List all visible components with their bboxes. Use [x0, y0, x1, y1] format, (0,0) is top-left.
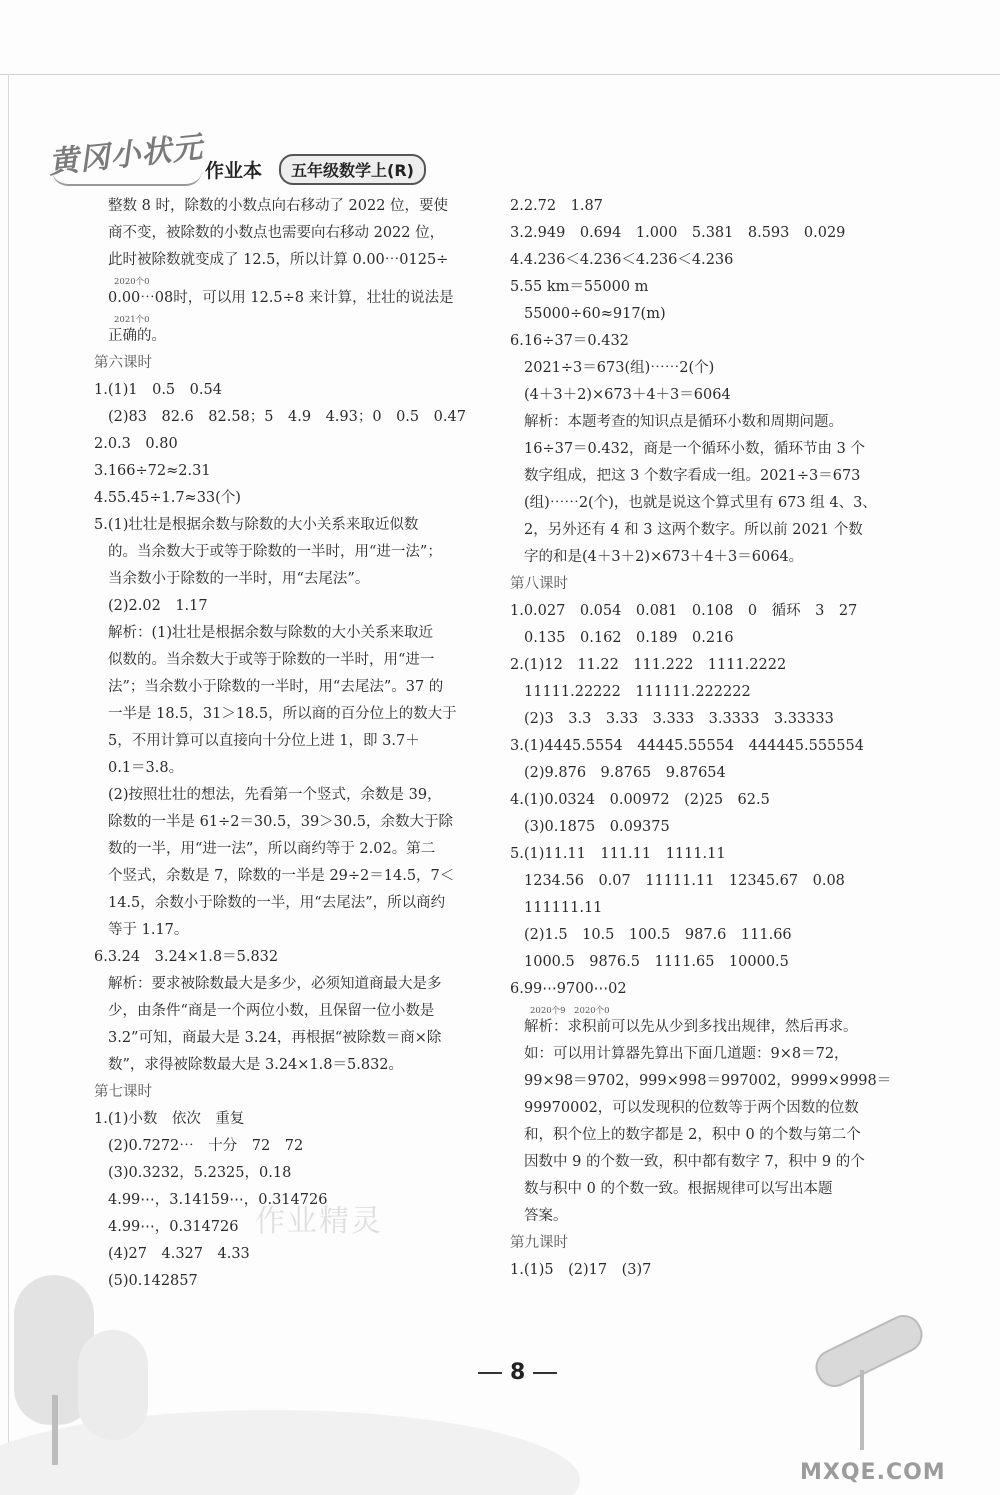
answer-line: 1.(1)1 0.5 0.54 — [94, 382, 222, 398]
answer-line: 2.(1)12 11.22 111.222 1111.2222 — [510, 657, 787, 673]
brand-swoosh-icon — [52, 170, 202, 186]
tree-icon — [78, 1330, 148, 1440]
answer-line: 和，积个位上的数字都是 2，积中 0 的个数与第二个 — [524, 1127, 861, 1143]
answer-line: 的。当余数大于或等于除数的一半时，用“进一法”； — [108, 544, 442, 560]
subscript-note: 2020个9 2020个0 — [530, 1006, 610, 1016]
answer-line: (3)0.3232，5.2325，0.18 — [108, 1165, 292, 1181]
answer-line: 5.(1)壮壮是根据余数与除数的大小关系来取近似数 — [94, 517, 419, 533]
grade-tag: 五年级数学上(R) — [279, 154, 426, 185]
top-rule — [0, 74, 1000, 75]
subscript-note: 2021个0 — [114, 315, 150, 325]
answer-line: 4.99⋯，0.314726 — [108, 1219, 239, 1235]
answer-line: 1000.5 9876.5 1111.65 10000.5 — [524, 954, 789, 970]
side-rule — [8, 74, 9, 1455]
page-number-value: 8 — [510, 1360, 526, 1385]
site-logo: MXQE.COM — [800, 1460, 946, 1485]
tree-trunk-icon — [52, 1395, 58, 1465]
answer-line: 整数 8 时，除数的小数点向右移动了 2022 位，要使 — [108, 198, 449, 214]
answer-line: 少，由条件“商是一个两位小数，且保留一位小数是 — [108, 1003, 435, 1019]
section-heading: 第九课时 — [510, 1235, 568, 1251]
answer-line: 5，不用计算可以直接向十分位上进 1，即 3.7＋ — [108, 733, 420, 749]
right-answer-column — [510, 196, 902, 1287]
watermark-text: 作业精灵 — [255, 1204, 383, 1239]
answer-line: 2021÷3＝673(组)⋯⋯2(个) — [524, 360, 715, 376]
answer-line: 商不变，被除数的小数点也需要向右移动 2022 位， — [108, 225, 445, 241]
answer-line: 11111.22222 111111.222222 — [524, 684, 751, 700]
answer-line: 99970002，可以发现积的位数等于两个因数的位数 — [524, 1100, 859, 1116]
answer-line: 6.99⋯9700⋯02 — [510, 981, 627, 997]
header-title: 作业本 — [205, 160, 263, 182]
answer-line: 111111.11 — [524, 900, 603, 916]
answer-line: 0.00⋯08时，可以用 12.5÷8 来计算，壮壮的说法是 — [108, 290, 454, 306]
section-heading: 第八课时 — [510, 576, 568, 592]
answer-line: 3.(1)4445.5554 44445.55554 444445.555554 — [510, 738, 864, 754]
answer-line: 解析：要求被除数最大是多少，必须知道商最大是多 — [108, 976, 442, 992]
answer-line: 当余数小于除数的一半时，用“去尾法”。 — [108, 571, 370, 587]
answer-line: 此时被除数就变成了 12.5，所以计算 0.00⋯0125÷ — [108, 252, 449, 268]
answer-line: 一半是 18.5，31＞18.5，所以商的百分位上的数大于 — [108, 706, 457, 722]
telescope-stand-icon — [860, 1370, 864, 1450]
answer-line: 法”；当余数小于除数的一半时，用“去尾法”。37 的 — [108, 679, 444, 695]
dash-left — [478, 1372, 502, 1374]
answer-line: (4＋3＋2)×673＋4＋3＝6064 — [524, 387, 731, 403]
answer-line: (2)0.7272⋯ 十分 72 72 — [108, 1138, 304, 1154]
answer-line: 2.2.72 1.87 — [510, 198, 603, 214]
answer-line: (2)83 82.6 82.58；5 4.9 4.93；0 0.5 0.47 — [108, 409, 466, 425]
answer-line: 6.16÷37＝0.432 — [510, 333, 629, 349]
left-answer-column — [94, 196, 498, 1298]
answer-line: 解析：(1)壮壮是根据余数与除数的大小关系来取近 — [108, 625, 434, 641]
answer-line: (2)1.5 10.5 100.5 987.6 111.66 — [524, 927, 792, 943]
answer-line: 55000÷60≈917(m) — [524, 306, 666, 322]
answer-line: (2)按照壮壮的想法，先看第一个竖式，余数是 39， — [108, 787, 442, 803]
answer-line: 答案。 — [524, 1208, 568, 1224]
answer-line: 16÷37＝0.432，商是一个循环小数，循环节由 3 个 — [524, 441, 866, 457]
answer-line: 0.135 0.162 0.189 0.216 — [524, 630, 734, 646]
answer-line: 字的和是(4＋3＋2)×673＋4＋3＝6064。 — [524, 549, 804, 565]
answer-line: 数与积中 0 的个数一致。根据规律可以写出本题 — [524, 1181, 833, 1197]
answer-line: 2.0.3 0.80 — [94, 436, 178, 452]
answer-line: 似数的。当余数大于或等于除数的一半时，用“进一 — [108, 652, 435, 668]
answer-line: 正确的。 — [108, 328, 166, 344]
answer-line: 数的一半，用“进一法”，所以商约等于 2.02。第二 — [108, 841, 436, 857]
subscript-note: 2020个0 — [114, 277, 150, 287]
answer-line: 2，另外还有 4 和 3 这两个数字。所以前 2021 个数 — [524, 522, 863, 538]
answer-line: 4.4.236＜4.236＜4.236＜4.236 — [510, 252, 734, 268]
answer-line: 0.1＝3.8。 — [108, 760, 184, 776]
page-number — [470, 1360, 565, 1385]
answer-line: 解析：本题考查的知识点是循环小数和周期问题。 — [524, 414, 843, 430]
answer-line: 1.(1)小数 依次 重复 — [94, 1111, 245, 1127]
answer-line: 数”，求得被除数最大是 3.24×1.8＝5.832。 — [108, 1057, 404, 1073]
answer-line: 1234.56 0.07 11111.11 12345.67 0.08 — [524, 873, 845, 889]
answer-line: (3)0.1875 0.09375 — [524, 819, 670, 835]
section-heading: 第六课时 — [94, 355, 152, 371]
answer-line: 个竖式，余数是 7，除数的一半是 29÷2＝14.5，7＜ — [108, 868, 455, 884]
answer-line: (组)⋯⋯2(个)，也就是说这个算式里有 673 组 4、3、 — [524, 495, 877, 511]
answer-line: 3.2”可知，商最大是 3.24，再根据“被除数＝商×除 — [108, 1030, 442, 1046]
answer-line: 5.55 km＝55000 m — [510, 279, 649, 295]
answer-line: 如：可以用计算器先算出下面几道题：9×8＝72， — [524, 1046, 849, 1062]
answer-line: (2)3 3.3 3.33 3.333 3.3333 3.33333 — [524, 711, 834, 727]
answer-line: (5)0.142857 — [108, 1273, 198, 1289]
answer-line: 1.(1)5 (2)17 (3)7 — [510, 1262, 652, 1278]
answer-line: 4.55.45÷1.7≈33(个) — [94, 490, 241, 506]
answer-line: (4)27 4.327 4.33 — [108, 1246, 250, 1262]
answer-line: 5.(1)11.11 111.11 1111.11 — [510, 846, 726, 862]
answer-line: 4.(1)0.0324 0.00972 (2)25 62.5 — [510, 792, 770, 808]
answer-line: (2)2.02 1.17 — [108, 598, 208, 614]
answer-line: 3.2.949 0.694 1.000 5.381 8.593 0.029 — [510, 225, 846, 241]
answer-line: 解析：求积前可以先从少到多找出规律，然后再求。 — [524, 1019, 858, 1035]
answer-line: 1.0.027 0.054 0.081 0.108 0 循环 3 27 — [510, 603, 858, 619]
answer-line: 3.166÷72≈2.31 — [94, 463, 211, 479]
brand-logo: 黄冈小状元 — [46, 129, 205, 181]
answer-line: 14.5，余数小于除数的一半，用“去尾法”，所以商约 — [108, 895, 446, 911]
answer-line: 6.3.24 3.24×1.8＝5.832 — [94, 949, 279, 965]
answer-line: 4.99⋯，3.14159⋯，0.314726 — [108, 1192, 328, 1208]
answer-line: 等于 1.17。 — [108, 922, 189, 938]
answer-line: 99×98＝9702，999×998＝997002，9999×9998＝ — [524, 1073, 892, 1089]
section-heading: 第七课时 — [94, 1084, 152, 1100]
answer-line: 除数的一半是 61÷2＝30.5，39＞30.5，余数大于除 — [108, 814, 453, 830]
answer-line: 因数中 9 的个数一致，积中都有数字 7，积中 9 的个 — [524, 1154, 865, 1170]
telescope-icon — [809, 1309, 928, 1393]
answer-line: 数字组成，把这 3 个数字看成一组。2021÷3＝673 — [524, 468, 861, 484]
answer-line: (2)9.876 9.8765 9.87654 — [524, 765, 726, 781]
dash-right — [533, 1372, 557, 1374]
